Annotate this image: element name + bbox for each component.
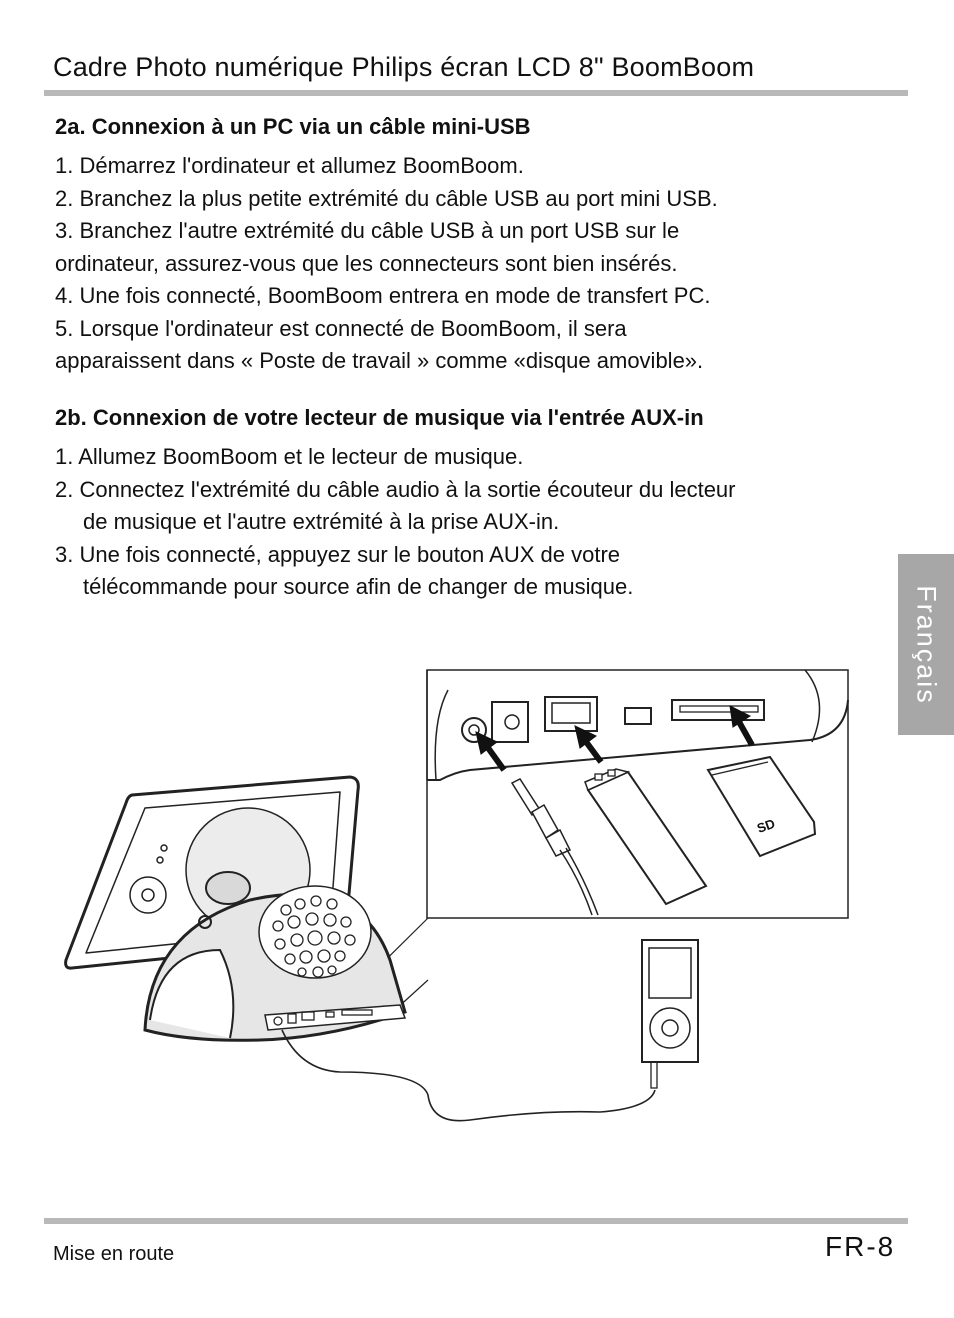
music-player-illustration: [642, 940, 698, 1088]
mini-usb-port: [625, 708, 651, 724]
dc-in-port: [492, 702, 528, 742]
section-a-heading: 2a. Connexion à un PC via un câble mini-USB: [55, 114, 531, 139]
sd-card-label: SD: [754, 815, 777, 836]
step-line: de musique et l'autre extrémité à la prise AUX-in.: [83, 509, 560, 534]
step-line: 3. Une fois connecté, appuyez sur le bouton AUX de votre: [55, 541, 621, 567]
language-tab-label: Français: [911, 584, 942, 705]
audio-cable: [282, 1030, 655, 1121]
step-line: télécommande pour source afin de changer de musique.: [83, 574, 634, 599]
sd-card-slot: [672, 700, 764, 720]
usb-port: [545, 697, 597, 731]
section-b-heading: 2b. Connexion de votre lecteur de musique via l'entrée AUX-in: [55, 405, 704, 430]
page-header-title: Cadre Photo numérique Philips écran LCD 8" BoomBoom: [53, 52, 755, 82]
ports-inset: [427, 670, 848, 918]
page-number: FR-8: [825, 1231, 896, 1262]
step-line: 1. Allumez BoomBoom et le lecteur de musique.: [55, 444, 524, 469]
step-line: 5. Lorsque l'ordinateur est connecté de BoomBoom, il sera: [55, 315, 627, 341]
step-line: 3. Branchez l'autre extrémité du câble USB à un port USB sur le: [55, 218, 680, 243]
step-line: apparaissent dans « Poste de travail » comme «disque amovible».: [55, 348, 704, 373]
footer-section-name: Mise en route: [53, 1243, 175, 1265]
step-line: 4. Une fois connecté, BoomBoom entrera en mode de transfert PC.: [55, 283, 711, 308]
footer-rule: [44, 1218, 908, 1224]
step-line: 2. Branchez la plus petite extrémité du câble USB au port mini USB.: [55, 185, 718, 211]
step-line: 2. Connectez l'extrémité du câble audio à la sortie écouteur du lecteur: [55, 476, 736, 502]
step-line: ordinateur, assurez-vous que les connecteurs sont bien insérés.: [55, 250, 678, 276]
step-line: 1. Démarrez l'ordinateur et allumez BoomBoom.: [55, 153, 524, 178]
